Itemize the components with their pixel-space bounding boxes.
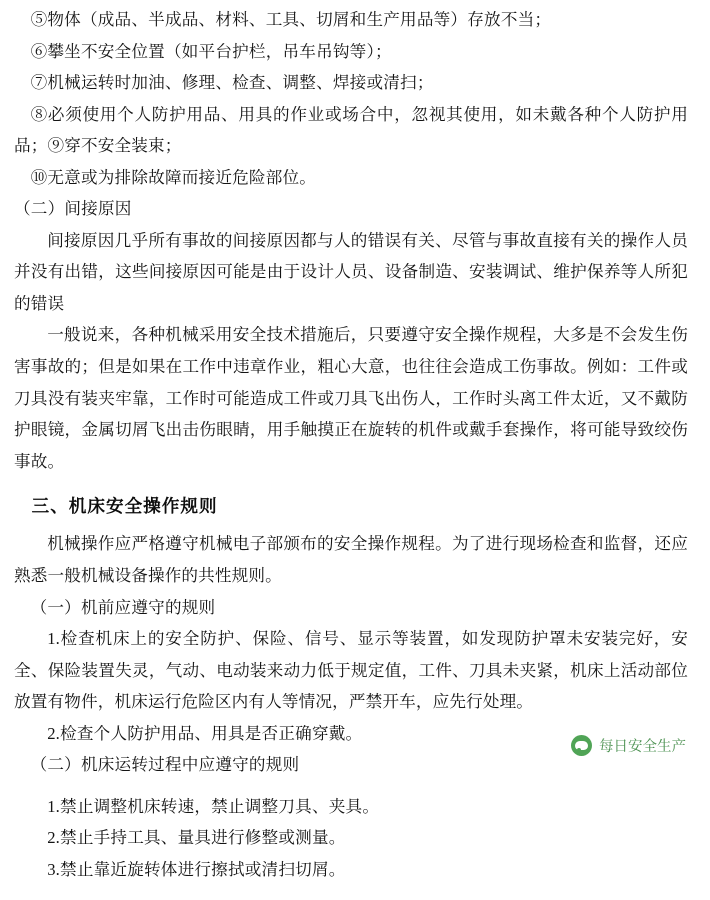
watermark bbox=[571, 735, 686, 756]
direct-cause-item-8: ⑧必须使用个人防护用品、用具的作业或场合中，忽视其使用，如未戴各种个人防护用品；⑨穿不安全装束； bbox=[14, 104, 688, 156]
direct-cause-item-6: ⑥攀坐不安全位置（如平台护栏，吊车吊钩等）； bbox=[30, 41, 392, 61]
subsection-before-operation: （一）机前应遵守的规则 bbox=[30, 597, 216, 617]
during-operation-item-2: 2.禁止手持工具、量具进行修整或测量。 bbox=[47, 828, 346, 848]
direct-cause-item-5: ⑤物体（成品、半成品、材料、工具、切屑和生产用品等）存放不当； bbox=[30, 10, 552, 29]
direct-cause-item-7: ⑦机械运转时加油、修理、检查、调整、焊接或清扫； bbox=[30, 73, 434, 92]
direct-cause-item-10: ⑩无意或为排除故障而接近危险部位。 bbox=[30, 167, 317, 187]
paragraph-spacer bbox=[14, 781, 688, 791]
indirect-cause-paragraph-2: 一般说来，各种机械采用安全技术措施后，只要遵守安全操作规程，大多是不会发生伤害事故的；但是如果在工作中违章作业，粗心大意，也往往会造成工伤事故。例如：工件或刀具没有装夹牢靠，工作时可能造成工件或刀具飞出伤人，工作时头离工件太近，又不戴防护眼镜，金属切屑飞出击伤眼睛，用手触摸正在旋转的机件或戴手套操作，将可能导致绞伤事故。 bbox=[14, 325, 688, 471]
subsection-during-operation: （二）机床运转过程中应遵守的规则 bbox=[30, 755, 300, 775]
watermark-label: 每日安全生产 bbox=[599, 739, 686, 755]
before-operation-item-1: 1.检查机床上的安全防护、保险、信号、显示等装置，如发现防护罩未安装完好，安全、保险装置失灵，气动、电动装来动力低于规定值，工件、刀具未夹紧，机床上活动部位放置有物件，机床运行危险区内有人等情况，严禁开车，应先行处理。 bbox=[14, 629, 688, 712]
section-heading-machine-tool-safety: 三、机床安全操作规则 bbox=[31, 496, 218, 517]
before-operation-item-2: 2.检查个人防护用品、用具是否正确穿戴。 bbox=[47, 723, 363, 743]
wechat-official-account-logo-icon bbox=[571, 735, 592, 756]
indirect-cause-paragraph-1: 间接原因几乎所有事故的间接原因都与人的错误有关、尽管与事故直接有关的操作人员并没有出错，这些间接原因可能是由于设计人员、设备制造、安装调试、维护保养等人所犯的错误 bbox=[14, 230, 688, 313]
section-intro-paragraph: 机械操作应严格遵守机械电子部颁布的安全操作规程。为了进行现场检查和监督，还应熟悉一般机械设备操作的共性规则。 bbox=[14, 534, 688, 586]
during-operation-item-3: 3.禁止靠近旋转体进行擦拭或清扫切屑。 bbox=[47, 859, 346, 879]
during-operation-item-1: 1.禁止调整机床转速，禁止调整刀具、夹具。 bbox=[47, 796, 380, 816]
subsection-indirect-cause: （二）间接原因 bbox=[14, 199, 132, 219]
